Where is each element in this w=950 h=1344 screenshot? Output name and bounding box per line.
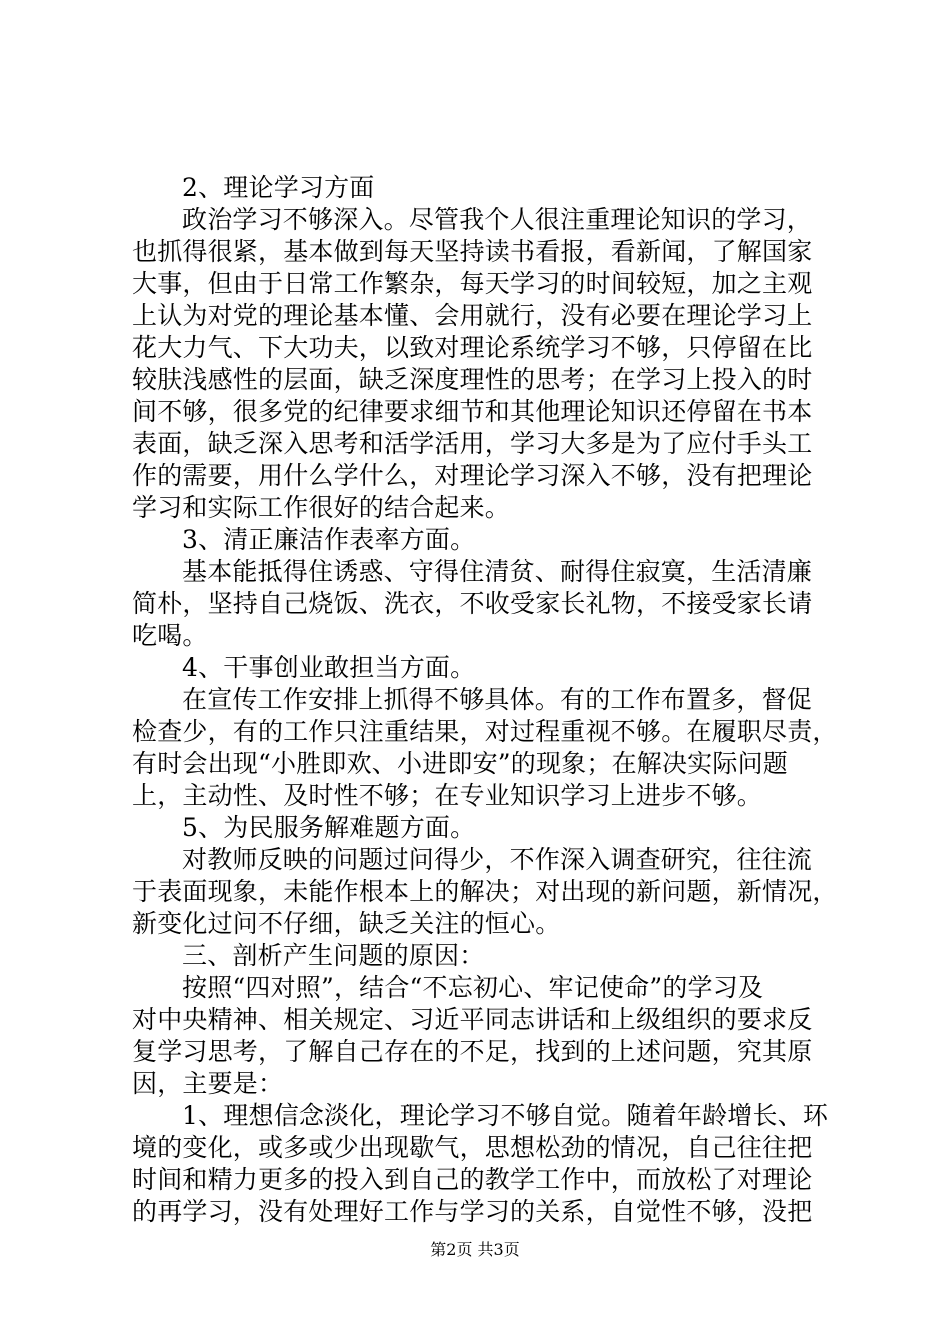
document-body xyxy=(132,172,838,1228)
paragraph-line: 吃喝。 xyxy=(132,621,208,650)
page-number-footer: 第2页 共3页 xyxy=(430,1240,520,1259)
paragraph-line: 的再学习，没有处理好工作与学习的关系，自觉性不够，没把 xyxy=(132,1197,813,1226)
paragraph-line: 对中央精神、相关规定、习近平同志讲话和上级组织的要求反 xyxy=(132,1005,813,1034)
paragraph-line: 大事，但由于日常工作繁杂，每天学习的时间较短，加之主观 xyxy=(132,269,813,298)
paragraph-line: 间不够，很多党的纪律要求细节和其他理论知识还停留在书本 xyxy=(132,397,813,426)
paragraph-line: 因，主要是： xyxy=(132,1069,284,1098)
paragraph-line: 1、理想信念淡化，理论学习不够自觉。随着年龄增长、环 xyxy=(182,1101,829,1130)
section-heading-integrity: 3、清正廉洁作表率方面。 xyxy=(182,525,476,554)
paragraph-line: 新变化过问不仔细，缺乏关注的恒心。 xyxy=(132,909,561,938)
paragraph-line: 学习和实际工作很好的结合起来。 xyxy=(132,493,511,522)
paragraph-line: 有时会出现“小胜即欢、小进即安”的现象；在解决实际问题 xyxy=(132,749,788,778)
paragraph-line: 基本能抵得住诱惑、守得住清贫、耐得住寂寞，生活清廉 xyxy=(182,557,813,586)
section-heading-causes: 三、剖析产生问题的原因： xyxy=(182,941,485,970)
paragraph-line: 上，主动性、及时性不够；在专业知识学习上进步不够。 xyxy=(132,781,763,810)
paragraph-line: 检查少，有的工作只注重结果，对过程重视不够。在履职尽责， xyxy=(132,717,838,746)
paragraph-line: 复学习思考，了解自己存在的不足，找到的上述问题，究其原 xyxy=(132,1037,813,1066)
paragraph-line: 表面，缺乏深入思考和活学活用，学习大多是为了应付手头工 xyxy=(132,429,813,458)
paragraph-line: 也抓得很紧，基本做到每天坚持读书看报，看新闻，了解国家 xyxy=(132,237,813,266)
paragraph-line: 在宣传工作安排上抓得不够具体。有的工作布置多，督促 xyxy=(182,685,813,714)
section-heading-theory-study: 2、理论学习方面 xyxy=(182,173,375,202)
paragraph-line: 政治学习不够深入。尽管我个人很注重理论知识的学习， xyxy=(182,205,813,234)
paragraph-line: 于表面现象，未能作根本上的解决；对出现的新问题，新情况， xyxy=(132,877,838,906)
paragraph-line: 境的变化，或多或少出现歇气，思想松劲的情况，自己往往把 xyxy=(132,1133,813,1162)
section-heading-public-service: 5、为民服务解难题方面。 xyxy=(182,813,476,842)
paragraph-line: 按照“四对照”，结合“不忘初心、牢记使命”的学习及 xyxy=(182,973,764,1002)
paragraph-line: 对教师反映的问题过问得少，不作深入调查研究，往往流 xyxy=(182,845,813,874)
paragraph-line: 时间和精力更多的投入到自己的教学工作中，而放松了对理论 xyxy=(132,1165,813,1194)
paragraph-line: 较肤浅感性的层面，缺乏深度理性的思考；在学习上投入的时 xyxy=(132,365,813,394)
paragraph-line: 作的需要，用什么学什么，对理论学习深入不够，没有把理论 xyxy=(132,461,813,490)
paragraph-line: 花大力气、下大功夫，以致对理论系统学习不够，只停留在比 xyxy=(132,333,813,362)
section-heading-responsibility: 4、干事创业敢担当方面。 xyxy=(182,653,476,682)
paragraph-line: 上认为对党的理论基本懂、会用就行，没有必要在理论学习上 xyxy=(132,301,813,330)
paragraph-line: 简朴，坚持自己烧饭、洗衣，不收受家长礼物，不接受家长请 xyxy=(132,589,813,618)
